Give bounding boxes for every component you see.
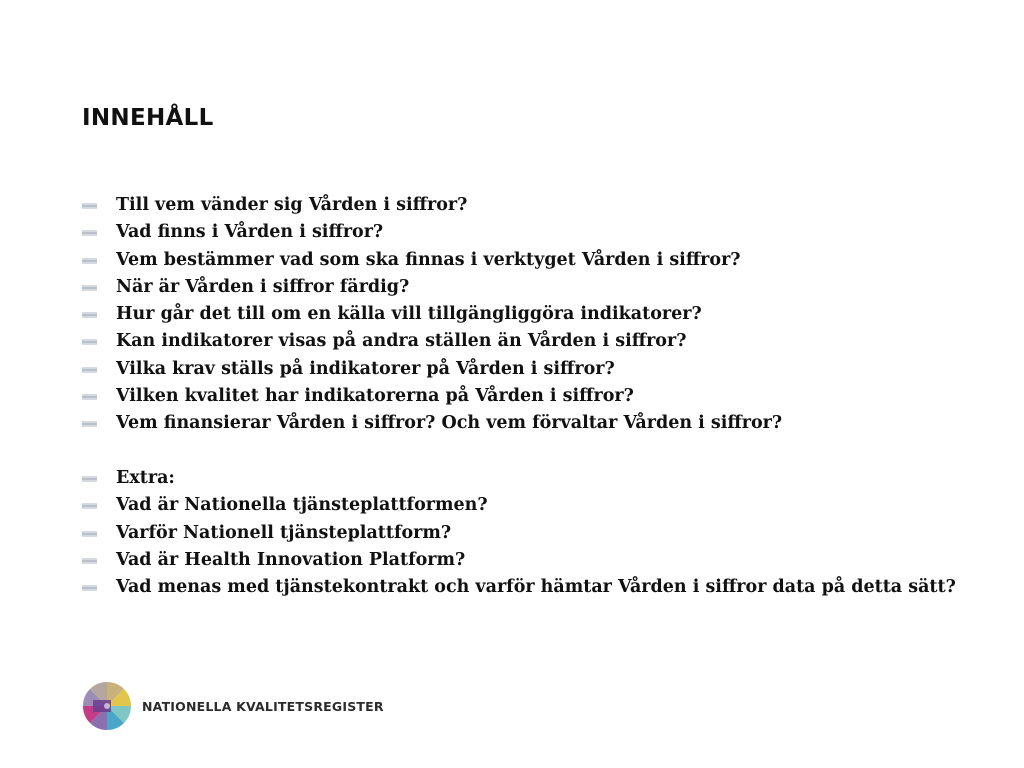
bullet-icon [82, 476, 97, 482]
bullet-icon [82, 585, 97, 591]
list-item-text: Till vem vänder sig Vården i siffror? [116, 195, 468, 215]
bullet-icon [82, 531, 97, 537]
list-item [82, 383, 956, 410]
list-item-text: Vad menas med tjänstekontrakt och varför hämtar Vården i siffror data på detta sätt? [116, 577, 956, 598]
bullet-icon [82, 394, 97, 400]
list-item-text: Vem finansierar Vården i siffror? Och vem förvaltar Vården i siffror? [116, 413, 783, 434]
list-item-text: Vilken kvalitet har indikatorerna på Vården i siffror? [116, 386, 634, 407]
list-item-text: När är Vården i siffror färdig? [116, 276, 410, 297]
logo-text: NATIONELLA KVALITETSREGISTER [142, 698, 384, 714]
list-item [82, 192, 956, 219]
list-item-extra-heading [82, 465, 956, 492]
bullet-icon [82, 421, 97, 427]
list-item-text: Extra: [116, 467, 175, 488]
bullet-icon [82, 558, 97, 564]
bullet-icon [82, 312, 97, 318]
list-item-text: Vilka krav ställs på indikatorer på Vården i siffror? [116, 358, 615, 379]
nationella-kvalitetsregister-logo-icon [82, 681, 132, 731]
bullet-icon [82, 367, 97, 373]
list-item-text: Vad är Health Innovation Platform? [116, 549, 466, 570]
list-item-text: Kan indikatorer visas på andra ställen än Vården i siffror? [116, 331, 687, 352]
slide-title: INNEHÅLL [82, 105, 214, 131]
bullet-icon [82, 203, 97, 209]
bullet-icon [82, 339, 97, 345]
bullet-icon [82, 285, 97, 291]
list-item [82, 547, 956, 574]
list-item [82, 274, 956, 301]
bullet-icon [82, 503, 97, 509]
list-item [82, 219, 956, 246]
list-item [82, 410, 956, 437]
list-item [82, 328, 956, 355]
list-item [82, 520, 956, 547]
list-item-text: Hur går det till om en källa vill tillgängliggöra indikatorer? [116, 304, 702, 325]
list-item-text: Vad finns i Vården i siffror? [116, 222, 384, 243]
list-item-text: Varför Nationell tjänsteplattform? [116, 522, 452, 543]
bullet-icon [82, 258, 97, 264]
footer-logo [82, 680, 384, 732]
list-item [82, 574, 956, 601]
list-item [82, 492, 956, 519]
bullet-icon [82, 230, 97, 236]
list-item [82, 301, 956, 328]
list-item [82, 247, 956, 274]
list-item-text: Vad är Nationella tjänsteplattformen? [116, 495, 488, 516]
list-spacer [82, 438, 956, 465]
list-item [82, 356, 956, 383]
content-list [82, 192, 956, 601]
list-item-text: Vem bestämmer vad som ska finnas i verktyget Vården i siffror? [116, 249, 741, 270]
